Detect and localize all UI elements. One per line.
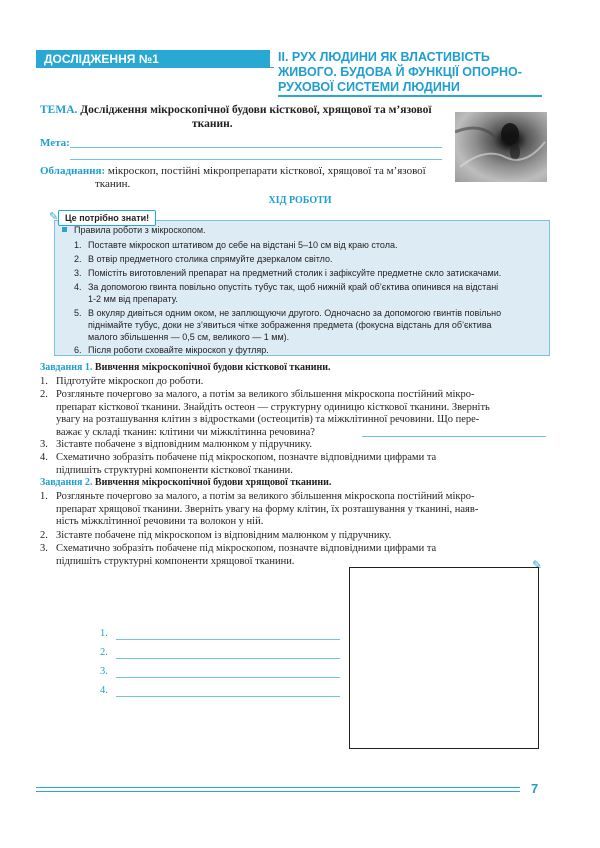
rule-item <box>74 307 544 343</box>
rule-text: Помістіть виготовлений препарат на предметний столик і зафіксуйте предметне скло затискачами. <box>88 268 502 278</box>
rule-number: 4. <box>74 282 82 292</box>
footer-rule <box>36 787 520 788</box>
goal-answer-line[interactable] <box>70 159 442 160</box>
task-number: 2. <box>40 389 48 400</box>
task2-title: Вивчення мікроскопічної будови хрящової тканини. <box>92 477 332 488</box>
page-number: 7 <box>531 781 539 796</box>
task1-label: Завдання 1. <box>40 362 93 373</box>
equipment-label: Обладнання: <box>40 165 106 177</box>
pencil-icon: ✎ <box>49 211 59 223</box>
bone-tissue-photo <box>455 112 547 182</box>
rule-number: 5. <box>74 308 82 318</box>
task2-label: Завдання 2. <box>40 477 93 488</box>
task1-heading <box>40 362 331 374</box>
tema-label: ТЕМА. <box>40 104 78 116</box>
label-number: 1. <box>100 628 108 639</box>
rule-item <box>74 344 544 356</box>
rule-text: В окуляр дивіться одним оком, не заплющуючи другого. Одночасно за допомогою гвинтів повільно <box>88 308 502 318</box>
info-tag: Це потрібно знати! <box>58 210 156 226</box>
task-text: Зіставте побачене під мікроскопом із відповідним малюнком у підручнику. <box>56 530 392 541</box>
study-label: ДОСЛІДЖЕННЯ №1 <box>36 50 270 68</box>
section-title-line: II. РУХ ЛЮДИНИ ЯК ВЛАСТИВІСТЬ <box>278 50 490 64</box>
task-text: підпишіть структурні компоненти хрящової тканини. <box>56 555 295 567</box>
rule-text: 1-2 мм від препарату. <box>88 294 178 304</box>
task1-item <box>40 452 546 477</box>
label-number: 4. <box>100 685 108 696</box>
answer-line[interactable] <box>362 436 546 437</box>
tema-heading <box>40 103 440 117</box>
rule-text: Поставте мікроскоп штативом до себе на відстані 5–10 см від краю стола. <box>88 240 398 250</box>
task-number: 3. <box>40 543 48 554</box>
rule-item <box>74 239 544 251</box>
rule-item <box>74 267 544 279</box>
rule-number: 2. <box>74 254 82 264</box>
label-answer-line[interactable] <box>116 639 340 640</box>
task1-item <box>40 439 546 452</box>
rule-text: За допомогою гвинта повільно опустіть тубус так, щоб нижній край об’єктива опинився на відстані <box>88 282 499 292</box>
rule-number: 3. <box>74 268 82 278</box>
section-title <box>278 50 548 95</box>
label-answer-line[interactable] <box>116 696 340 697</box>
drawing-area[interactable] <box>349 567 539 749</box>
task-text: Розгляньте почергово за малого, а потім за великого збільшення мікроскопа постійний мікро- <box>56 491 475 502</box>
task-text: Підготуйте мікроскоп до роботи. <box>56 376 204 387</box>
tema-text-cont: тканин. <box>192 118 233 130</box>
section-title-line: ЖИВОГО. БУДОВА Й ФУНКЦІЇ ОПОРНО- <box>278 65 522 79</box>
task-text: ність міжклітинної речовини та волокон у ній. <box>56 516 264 527</box>
task2-item <box>40 543 546 568</box>
goal-label: Мета: <box>40 137 70 149</box>
bullet-icon <box>62 227 67 232</box>
task2-heading <box>40 477 331 489</box>
task2-item <box>40 491 546 529</box>
task-number: 1. <box>40 491 48 502</box>
task-number: 2. <box>40 530 48 541</box>
rules-title: Правила роботи з мікроскопом. <box>74 225 206 235</box>
equipment-text: мікроскоп, постійні мікропрепарати кісткової, хрящової та м’язової <box>105 165 426 177</box>
task-text: Зіставте побачене з відповідним малюнком у підручнику. <box>56 439 312 450</box>
task-text: Схематично зобразіть побачене під мікроскопом, позначте відповідними цифрами та <box>56 543 437 554</box>
rule-text: малого збільшення — 0,5 см, великого — 1 мм). <box>88 332 290 342</box>
equipment-text-cont: тканин. <box>95 178 131 190</box>
section-title-line: РУХОВОЇ СИСТЕМИ ЛЮДИНИ <box>278 80 460 94</box>
rule-number: 6. <box>74 345 82 355</box>
equipment <box>40 164 452 178</box>
label-answer-line[interactable] <box>116 677 340 678</box>
task-text: увагу на розташування клітин з відростками (остеоцитів) та міжклітинної речовини. Що пере- <box>56 414 480 425</box>
task1-item <box>40 389 546 439</box>
header-divider <box>270 67 274 68</box>
task-text: підпишіть структурні компоненти кісткової тканини. <box>56 464 293 476</box>
tema-text: Дослідження мікроскопічної будови кісткової, хрящової та м’язової <box>80 104 432 116</box>
task1-item <box>40 376 546 389</box>
task-text: Схематично зобразіть побачене під мікроскопом, позначте відповідними цифрами та <box>56 452 437 463</box>
header-rule <box>278 95 542 97</box>
rule-number: 1. <box>74 240 82 250</box>
task-number: 3. <box>40 439 48 450</box>
goal-answer-line[interactable] <box>70 147 442 148</box>
task-number: 4. <box>40 452 48 463</box>
rule-text: В отвір предметного столика спрямуйте дзеркалом світло. <box>88 254 333 264</box>
rule-item <box>74 253 544 265</box>
rule-text: піднімайте тубус, доки не з’явиться чітке зображення предмета (фокусна відстань для об’єктива <box>88 320 492 330</box>
label-number: 2. <box>100 647 108 658</box>
task-text: важає у складі тканин: клітини чи міжклітинна речовина? <box>56 426 315 438</box>
label-number: 3. <box>100 666 108 677</box>
task2-item <box>40 530 546 543</box>
task-number: 1. <box>40 376 48 387</box>
task-text: препарат кісткової тканини. Знайдіть остеон — структурну одиницю кісткової тканини. Зверніть <box>56 401 490 413</box>
procedure-heading: ХІД РОБОТИ <box>268 195 332 206</box>
task-text: препарат хрящової тканини. Зверніть увагу на форму клітин, їх розташування у тканині, наяв- <box>56 503 479 515</box>
label-answer-line[interactable] <box>116 658 340 659</box>
rule-text: Після роботи сховайте мікроскоп у футляр. <box>88 345 269 355</box>
task-text: Розгляньте почергово за малого, а потім за великого збільшення мікроскопа постійний мікро- <box>56 389 475 400</box>
micrograph-image <box>455 112 547 182</box>
task1-title: Вивчення мікроскопічної будови кісткової тканини. <box>92 362 331 373</box>
rule-item <box>74 281 544 305</box>
pencil-icon: ✎ <box>532 558 543 572</box>
footer-rule <box>36 791 520 792</box>
